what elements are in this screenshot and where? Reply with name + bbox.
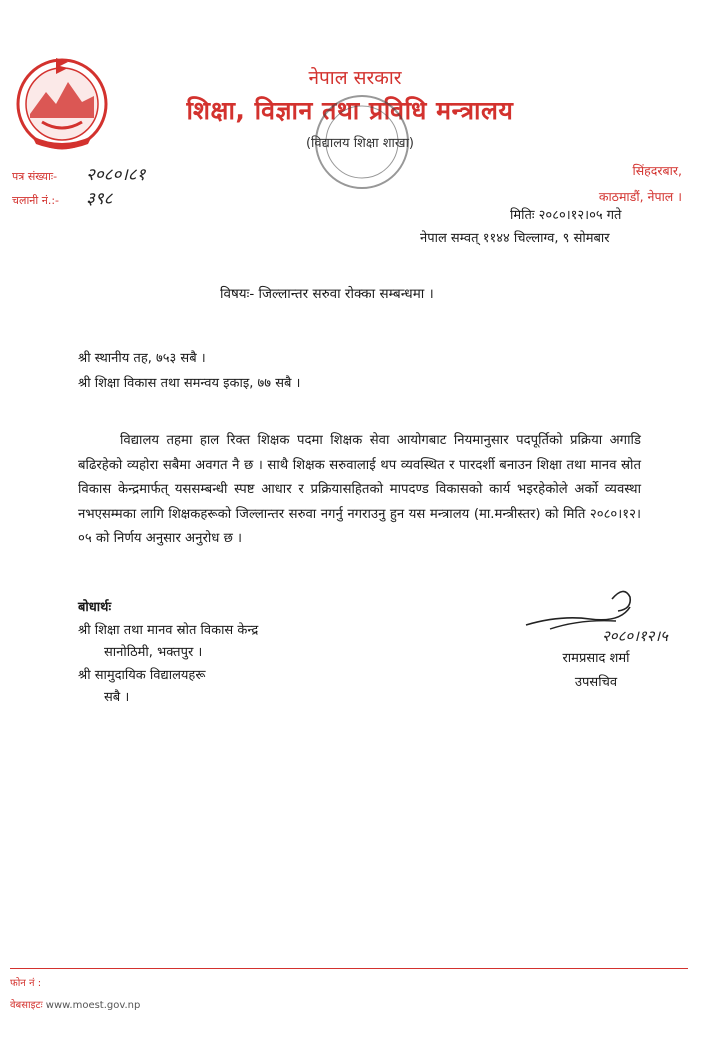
dispatch-no-label: चलानी नं.:-: [12, 194, 60, 207]
cc-block: [78, 597, 258, 710]
recipient-line: श्री शिक्षा विकास तथा समन्वय इकाइ, ७७ सबै ।: [78, 376, 301, 391]
recipient-line: श्री स्थानीय तह, ७५३ सबै ।: [78, 351, 206, 366]
date-block: [420, 204, 680, 250]
ministry-name: शिक्षा, विज्ञान तथा प्रविधि मन्त्रालय: [186, 96, 514, 125]
government-name: नेपाल सरकार: [308, 67, 402, 89]
date-line-1: मितिः २०८०।१२।०५ गते: [510, 208, 622, 223]
letter-no-label: पत्र संख्याः-: [12, 170, 58, 183]
letter-body: विद्यालय तहमा हाल रिक्त शिक्षक पदमा शिक्षक सेवा आयोगबाट नियमानुसार पदपूर्तिको प्रक्रिया अगाडि बढिरहेको व्यहोरा सबैमा अवगत नै छ । साथै शिक्षक सरुवालाई थप व्यवस्थित र पारदर्शी बनाउन शिक्षा तथा मानव स्रोत विकास केन्द्रमार्फत् यससम्बन्धी स्पष्ट आधार र प्रक्रियासहितको मापदण्ड विकासको कार्य भइरहेकोले अर्को व्यवस्था नभएसम्मका लागि शिक्षकहरूको जिल्लान्तर सरुवा नगर्नु नगराउनु हुन यस मन्त्रालय (मा.मन्त्रीस्तर) को मिति २०८०।१२।०५ को निर्णय अनुसार अनुरोध छ ।: [78, 433, 641, 546]
cc-title: बोधार्थः: [78, 600, 112, 615]
address-line-1: सिंहदरबार,: [632, 163, 682, 178]
signer-name: रामप्रसाद शर्मा: [562, 651, 630, 666]
website-link[interactable]: www.moest.gov.np: [45, 1000, 141, 1011]
office-address: [599, 158, 682, 210]
signature-date: २०८०।१२।५: [602, 627, 668, 645]
footer-divider: [10, 968, 688, 969]
recipients: [78, 346, 300, 396]
dispatch-no-value: ३९८: [86, 189, 113, 209]
handwritten-signature-icon: [520, 585, 700, 645]
subject-line: विषयः- जिल्लान्तर सरुवा रोक्का सम्बन्धमा ।: [220, 286, 434, 302]
letter-no-value: २०८०।८१: [86, 165, 146, 185]
website-label: वेबसाइटः: [10, 1000, 43, 1011]
section-name: (विद्यालय शिक्षा शाखा): [305, 136, 415, 151]
nepal-emblem-icon: [12, 52, 112, 152]
address-line-2: काठमाडौं, नेपाल ।: [598, 189, 682, 204]
footer: [10, 973, 140, 1017]
cc-line: श्री सामुदायिक विद्यालयहरू: [78, 667, 206, 683]
signer-block: [536, 647, 656, 695]
date-line-2: नेपाल सम्वत् ११४४ चिल्लाग्व, ९ सोमबार: [420, 231, 610, 246]
reference-block: [12, 162, 145, 210]
cc-line: सबै ।: [104, 690, 130, 705]
cc-line: सानोठिमी, भक्तपुर ।: [104, 645, 203, 660]
signer-title: उपसचिव: [574, 675, 618, 690]
office-seal-icon: [300, 84, 420, 194]
cc-line: श्री शिक्षा तथा मानव स्रोत विकास केन्द्र: [78, 622, 259, 638]
phone-label: फोन नं :: [10, 978, 42, 989]
